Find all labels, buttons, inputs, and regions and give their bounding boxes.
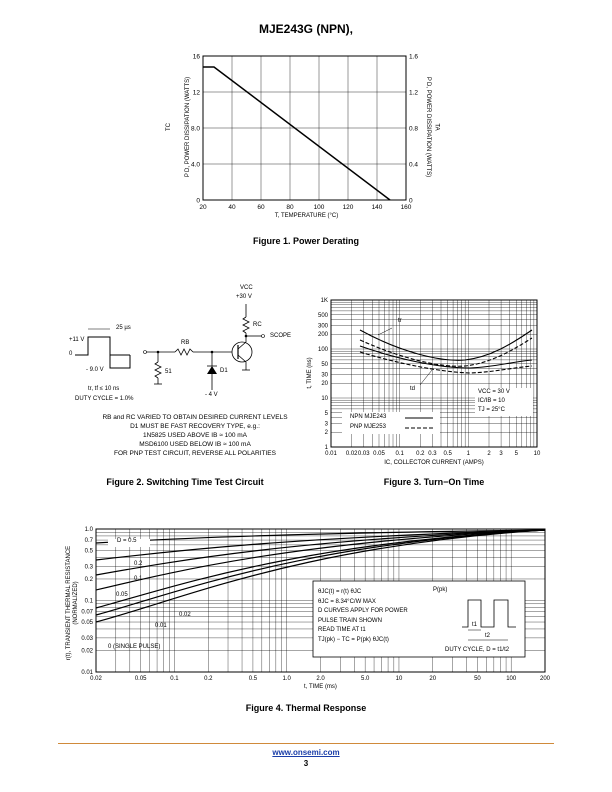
page-number: 3 — [303, 759, 309, 768]
box-t1: t1 — [472, 622, 478, 628]
f3-ytick: 300 — [317, 323, 328, 330]
figure1-ylabel-left: P D, POWER DISSIPATION (WATTS) — [185, 76, 191, 178]
f4-xtick: 2.0 — [316, 676, 325, 682]
pulse-width-label: 25 µs — [116, 325, 131, 331]
thermal-box-text — [318, 588, 408, 645]
duty-label: DUTY CYCLE = 1.0% — [75, 396, 134, 402]
figure1-ta-label: TA — [433, 123, 440, 131]
f4-xtick: 0.02 — [90, 676, 102, 682]
tr-tf-label: tr, tf ≤ 10 ns — [88, 386, 120, 392]
figure4-caption: Figure 4. Thermal Response — [245, 703, 367, 713]
td-curve-label: td — [410, 386, 416, 392]
f4-ytick: 0.02 — [81, 648, 93, 655]
f4-xtick: 0.5 — [248, 676, 258, 682]
f4-xtick: 0.2 — [204, 676, 213, 682]
f3-ytick: 200 — [317, 332, 328, 339]
box-ppk: P(pk) — [433, 587, 448, 593]
figure1-tc-label: TC — [166, 123, 172, 131]
f1-ytick-left: 8.0 — [190, 125, 200, 133]
f4-xtick: 5.0 — [360, 676, 370, 682]
f1-ytick-right: 1.6 — [409, 53, 419, 61]
f3-ytick: 1 — [324, 445, 328, 451]
condition-tj: TJ = 25°C — [478, 407, 505, 413]
f3-xtick: 5 — [514, 451, 519, 457]
condition-icib: IC/IB = 10 — [478, 398, 505, 404]
legend-npn: NPN MJE243 — [350, 414, 387, 420]
f1-xtick: 60 — [257, 204, 265, 211]
f3-xtick: 10 — [533, 451, 541, 457]
f3-xtick: 0.01 — [325, 451, 337, 457]
r51-label: 51 — [165, 369, 172, 375]
figure3-caption: Figure 3. Turn−On Time — [383, 477, 485, 487]
f4-ytick: 0.2 — [84, 576, 93, 583]
figure1-ylabel-right: P D, POWER DISSIPATION (WATTS) — [425, 76, 431, 178]
f3-ytick: 2 — [324, 430, 328, 437]
f3-ytick: 100 — [317, 347, 328, 353]
f3-xtick: 0.05 — [373, 451, 385, 457]
f3-xtick: 2 — [487, 451, 491, 457]
figure2-caption: Figure 2. Switching Time Test Circuit — [106, 477, 264, 487]
rb-label: RB — [181, 340, 190, 346]
f3-ytick: 50 — [321, 361, 328, 368]
figure4-xlabel: t, TIME (ms) — [304, 684, 337, 690]
f3-ytick: 10 — [321, 396, 328, 402]
f4-xtick: 20 — [429, 676, 437, 682]
f3-xtick: 0.1 — [395, 451, 404, 457]
figure1-caption: Figure 1. Power Derating — [252, 236, 360, 246]
f1-xtick: 100 — [313, 204, 325, 211]
note-line: D1 MUST BE FAST RECOVERY TYPE, e.g.: — [130, 423, 260, 430]
f4-xtick: 10 — [395, 676, 403, 682]
f1-ytick-right: 0 — [409, 197, 413, 205]
legend-pnp: PNP MJE253 — [350, 424, 386, 430]
f1-ytick-right: 0.8 — [409, 125, 419, 133]
figure4-ylabel: r(t), TRANSIENT THERMAL RESISTANCE (NORMALIZED) — [66, 545, 79, 661]
f3-ytick: 500 — [317, 312, 328, 319]
f4-ytick: 0.05 — [81, 620, 93, 627]
box-line: θJC(t) = r(t) θJC — [318, 589, 362, 595]
f1-xtick: 40 — [228, 204, 236, 211]
f1-xtick: 160 — [400, 204, 412, 211]
f4-xtick: 0.1 — [170, 676, 179, 682]
f4-ytick: 0.01 — [81, 670, 93, 676]
box-duty: DUTY CYCLE, D = t1/t2 — [445, 647, 510, 653]
f3-xtick: 1 — [466, 451, 471, 457]
f3-xtick: 3 — [499, 451, 503, 457]
label-d05: D = 0.5 — [117, 538, 137, 544]
note-line: FOR PNP TEST CIRCUIT, REVERSE ALL POLARITIES — [114, 450, 276, 457]
f1-ytick-right: 0.4 — [409, 161, 419, 169]
label-single-pulse: 0 (SINGLE PULSE) — [108, 644, 161, 650]
f1-ytick-left: 12 — [192, 89, 200, 97]
vcc-value: +30 V — [236, 294, 252, 300]
f4-ytick: 0.7 — [84, 538, 93, 545]
box-line: PULSE TRAIN SHOWN — [318, 617, 382, 624]
rc-label: RC — [253, 322, 262, 328]
label-d001: 0.01 — [155, 623, 167, 629]
f4-ytick: 0.03 — [81, 635, 93, 642]
minus4-label: - 4 V — [205, 392, 218, 398]
f3-xtick: 0.02 — [345, 451, 358, 457]
figure3-xlabel: IC, COLLECTOR CURRENT (AMPS) — [384, 460, 484, 466]
label-d01: 0.1 — [134, 576, 143, 582]
f4-xtick: 200 — [539, 676, 551, 682]
f3-ytick: 3 — [324, 421, 328, 428]
d1-label: D1 — [220, 368, 228, 374]
f1-xtick: 20 — [199, 204, 207, 211]
f1-ytick-right: 1.2 — [409, 89, 419, 97]
f3-xtick: 0.03 — [357, 451, 370, 457]
scope-label: SCOPE — [270, 333, 292, 339]
f3-xtick: 0.2 — [416, 451, 425, 457]
f3-xtick: 0.5 — [443, 451, 452, 457]
f4-xtick: 50 — [474, 676, 481, 682]
note-line: MSD6100 USED BELOW IB ≈ 100 mA — [139, 441, 251, 448]
f4-ytick: 0.1 — [84, 598, 93, 605]
box-line: θJC = 8.34°C/W MAX — [318, 598, 376, 605]
f1-ytick-left: 0 — [196, 197, 200, 205]
footer-divider — [58, 743, 554, 744]
f1-xtick: 120 — [342, 204, 354, 211]
box-line: READ TIME AT t1 — [318, 627, 366, 633]
label-d005: 0.05 — [116, 592, 128, 598]
f1-xtick: 140 — [371, 204, 383, 211]
f4-ytick: 0.5 — [84, 548, 93, 555]
note-line: 1N5825 USED ABOVE IB ≈ 100 mA — [142, 432, 247, 439]
note-line: RB and RC VARIED TO OBTAIN DESIRED CURRENT LEVELS — [102, 414, 288, 421]
condition-vcc: VCC = 30 V — [478, 389, 510, 395]
figure3-ylabel: t, TIME (ns) — [307, 357, 313, 389]
f4-xtick: 100 — [506, 676, 517, 682]
f4-ytick: 1.0 — [84, 527, 93, 533]
f4-ytick: 0.3 — [84, 564, 93, 571]
f3-ytick: 30 — [321, 372, 328, 379]
f3-ytick: 20 — [321, 381, 328, 388]
vcc-label: VCC — [240, 285, 253, 291]
f1-xtick: 80 — [286, 204, 294, 211]
box-t2: t2 — [485, 633, 491, 639]
f1-ytick-left: 16 — [192, 53, 200, 61]
f1-ytick-left: 4.0 — [190, 161, 200, 169]
f3-xtick: 0.3 — [428, 451, 437, 457]
f3-ytick: 5 — [324, 410, 328, 417]
zero-label: 0 — [69, 351, 73, 357]
tr-curve-label: tr — [398, 318, 402, 324]
plus11-label: +11 V — [69, 337, 85, 343]
label-d02: 0.2 — [134, 561, 143, 567]
f3-ytick: 1K — [320, 298, 328, 304]
figure1-xlabel: T, TEMPERATURE (°C) — [274, 213, 339, 219]
box-line: D CURVES APPLY FOR POWER — [318, 608, 408, 614]
f4-xtick: 1.0 — [282, 676, 291, 682]
box-line: TJ(pk) − TC = P(pk) θJC(t) — [318, 636, 389, 643]
footer-website-link[interactable]: www.onsemi.com — [272, 748, 340, 757]
minus9-label: - 9.0 V — [86, 367, 104, 373]
f4-xtick: 0.05 — [134, 676, 147, 682]
page-title: MJE243G (NPN), — [258, 22, 354, 36]
label-d002: 0.02 — [179, 612, 191, 618]
f4-ytick: 0.07 — [81, 609, 93, 616]
